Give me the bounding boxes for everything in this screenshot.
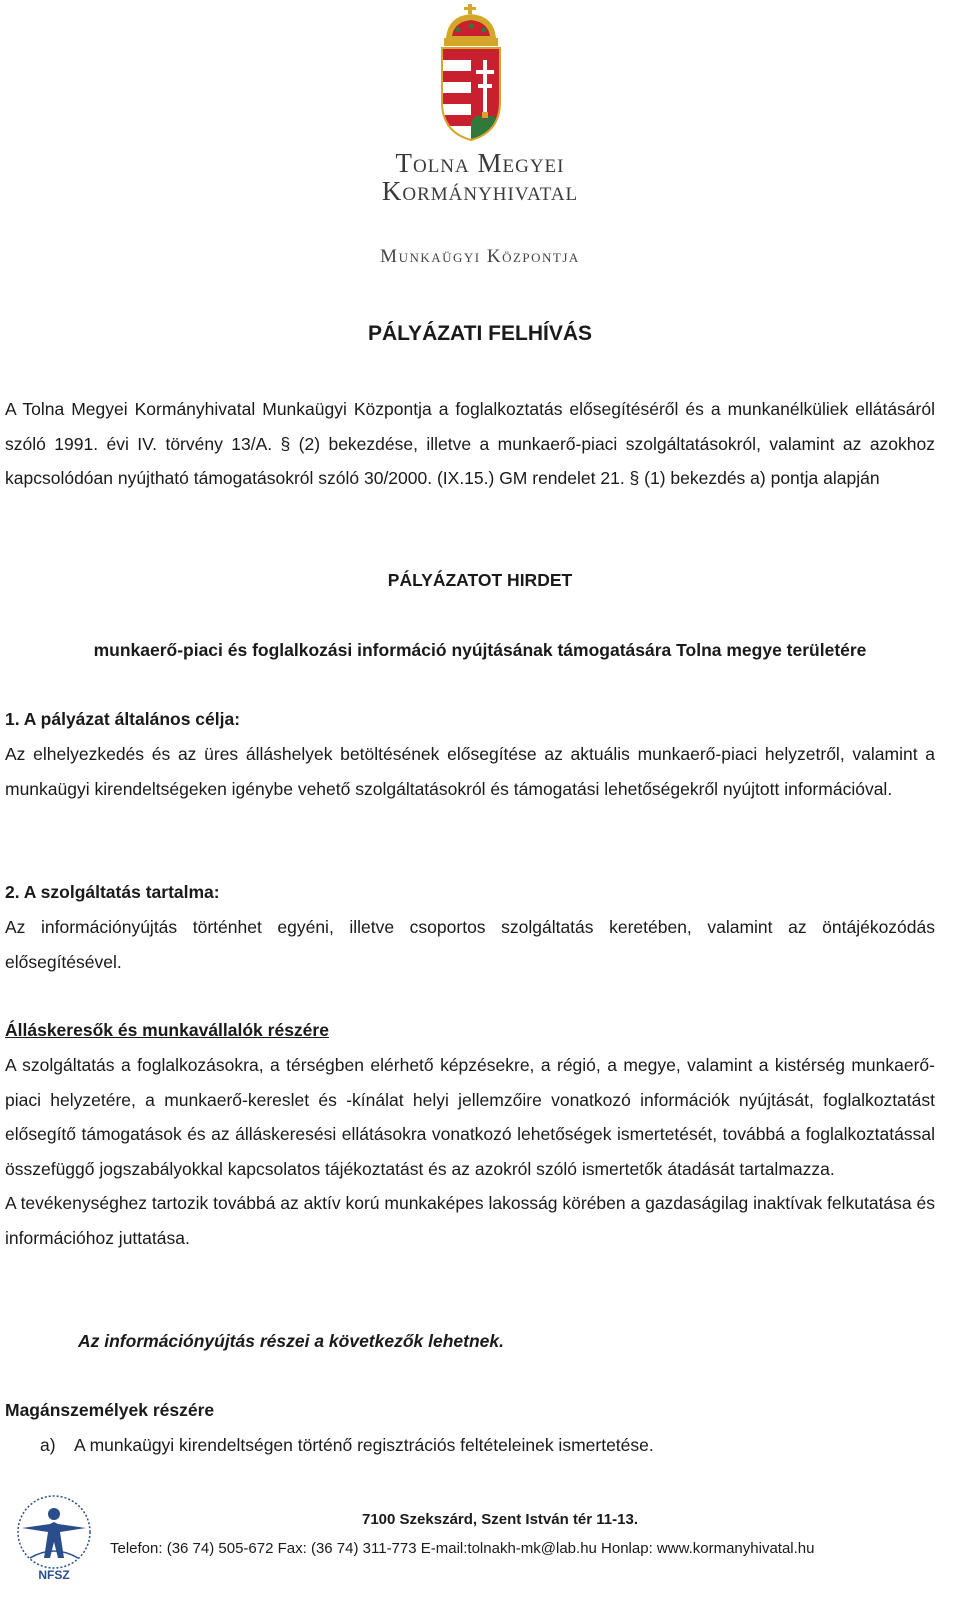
jobseekers-heading: Álláskeresők és munkavállalók részére	[5, 1020, 329, 1040]
section2-body	[5, 910, 935, 979]
section1-heading: 1. A pályázat általános célja:	[5, 709, 241, 729]
announce-heading: PÁLYÁZATOT HIRDET	[387, 570, 573, 590]
hungarian-coat-of-arms-icon	[438, 2, 504, 142]
list-item	[40, 1435, 654, 1456]
subject-line: munkaerő-piaci és foglalkozási információ nyújtásának támogatására Tolna megye területére	[93, 640, 867, 660]
footer-address: 7100 Szekszárd, Szent István tér 11-13.	[362, 1511, 638, 1528]
footer-contact: Telefon: (36 74) 505-672 Fax: (36 74) 311-773 E-mail:tolnakh-mk@lab.hu Honlap: www.kormanyhivatal.hu	[110, 1540, 815, 1557]
section1-body	[5, 737, 935, 806]
department-name: Munkaügyi Központja	[380, 246, 580, 267]
nfsz-logo-text: NFSZ	[38, 1568, 70, 1582]
private-heading: Magánszemélyek részére	[5, 1400, 215, 1420]
intro-paragraph	[5, 392, 935, 496]
jobseekers-body	[5, 1048, 935, 1255]
jobseekers-text-1: A szolgáltatás a foglalkozásokra, a térségben elérhető képzésekre, a régió, a megye, valamint a kistérség munkaerő-piaci helyzetére, a munkaerő-kereslet és -kínálat helyi jellemzőire vonatkozó információk nyújtását, foglalkoztatást elősegítő támogatások és az álláskeresési ellátásokra vonatkozó lehetőségek ismertetését, továbbá a foglalkoztatással összefüggő jogszabályokkal kapcsolatos tájékoztatást és az azokról szóló ismertetők átadását tartalmazza.	[5, 1055, 935, 1179]
jobseekers-text-2: A tevékenységhez tartozik továbbá az aktív korú munkaképes lakosság körében a gazdaságilag inaktívak felkutatása és információhoz juttatása.	[5, 1193, 935, 1248]
list-item-text: A munkaügyi kirendeltségen történő regisztrációs feltételeinek ismertetése.	[74, 1435, 654, 1455]
office-name-line1: Tolna Megyei	[395, 148, 565, 178]
parts-heading: Az információnyújtás részei a következők lehetnek.	[78, 1331, 504, 1351]
section1-text: Az elhelyezkedés és az üres álláshelyek betöltésének elősegítése az aktuális munkaerő-piaci helyzetről, valamint a munkaügyi kirendeltségeken igénybe vehető szolgáltatásokról és támogatási lehetőségekről nyújtott információval.	[5, 744, 935, 799]
office-name-line2: Kormányhivatal	[381, 176, 579, 206]
section2-heading: 2. A szolgáltatás tartalma:	[5, 882, 220, 902]
intro-text: A Tolna Megyei Kormányhivatal Munkaügyi Központja a foglalkoztatás elősegítéséről és a munkanélküliek ellátásáról szóló 1991. évi IV. törvény 13/A. § (2) bekezdése, illetve a munkaerő-piaci szolgáltatásokról, valamint az azokhoz kapcsolódóan nyújtható támogatásokról szóló 30/2000. (IX.15.) GM rendelet 21. § (1) bekezdés a) pontja alapján	[5, 399, 935, 488]
document-title: PÁLYÁZATI FELHÍVÁS	[367, 322, 593, 345]
section2-text: Az információnyújtás történhet egyéni, illetve csoportos szolgáltatás keretében, valamint az öntájékozódás elősegítésével.	[5, 917, 935, 972]
nfsz-logo-icon	[6, 1488, 102, 1584]
list-marker: a)	[40, 1435, 56, 1455]
